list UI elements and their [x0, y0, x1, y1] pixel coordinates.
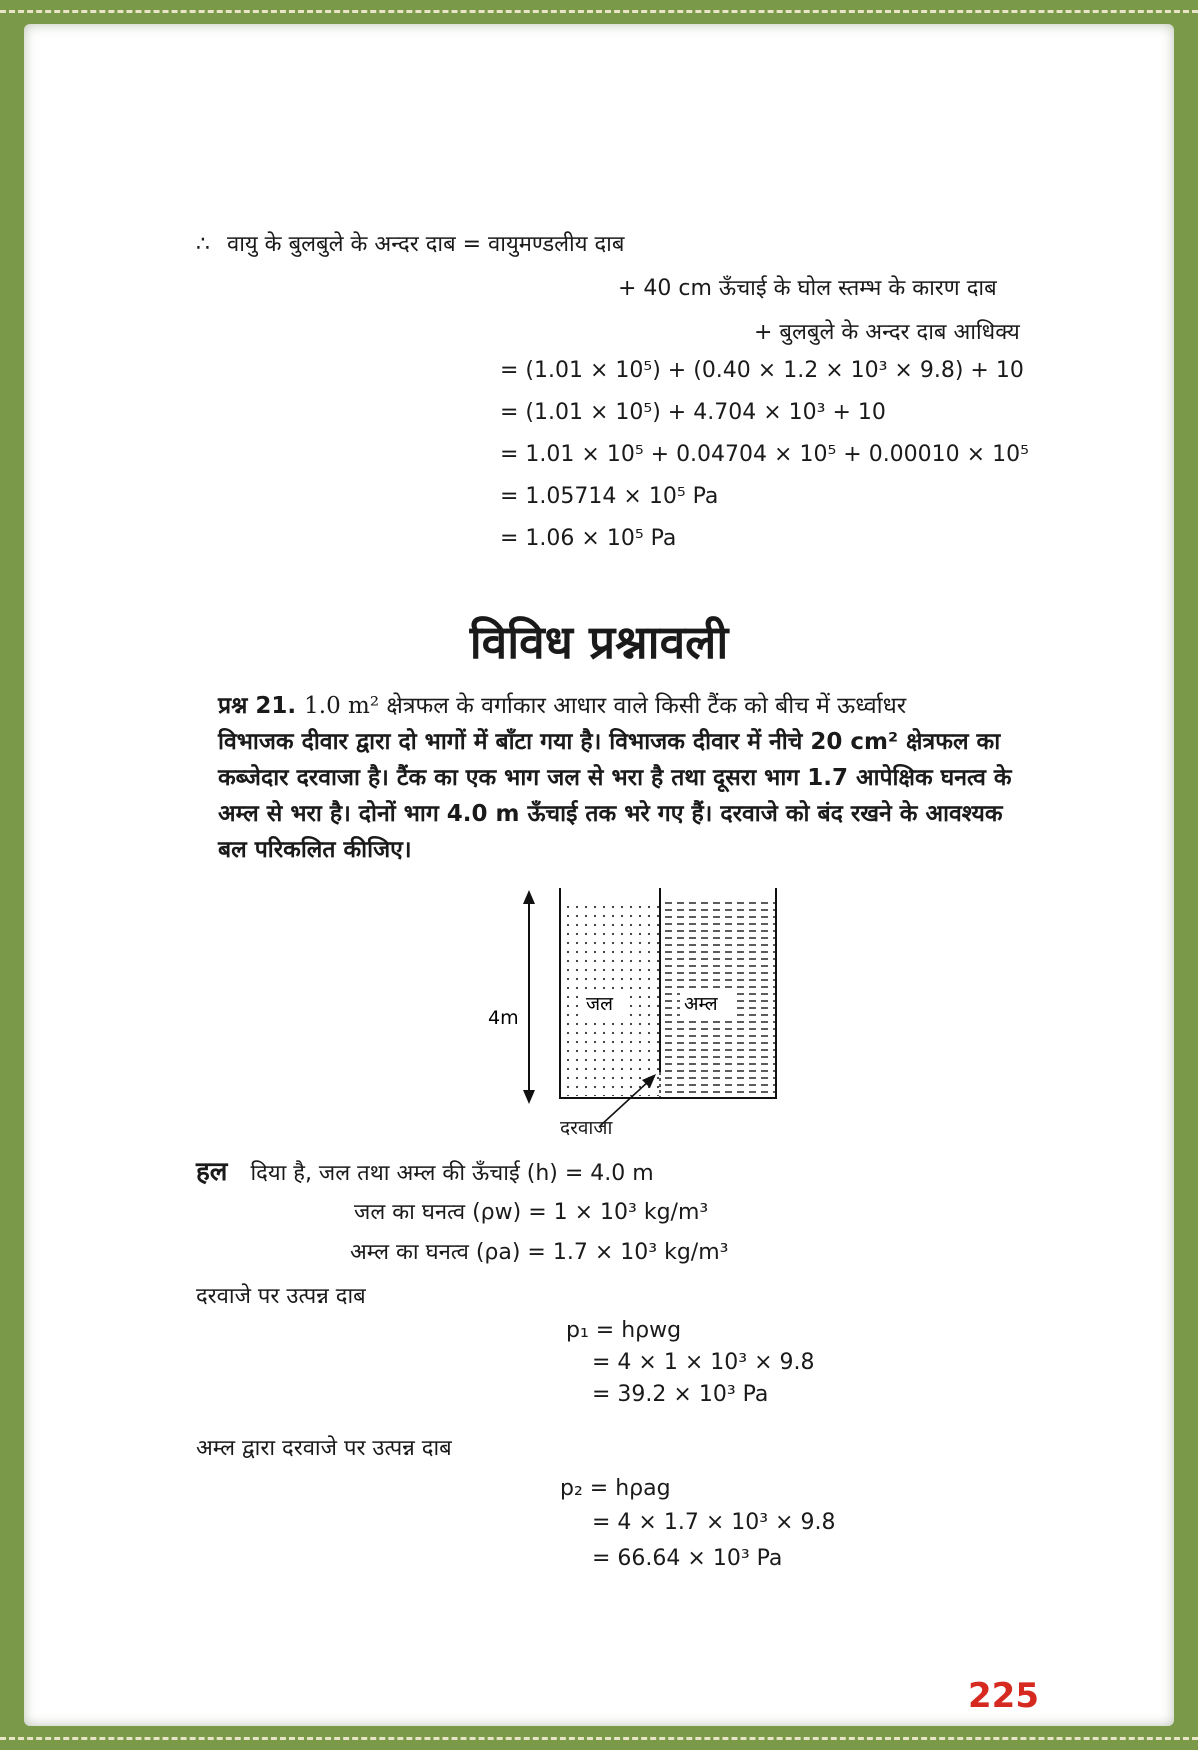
top-border: [0, 10, 1198, 13]
bottom-border: [0, 1737, 1198, 1740]
tank-figure: [484, 886, 814, 1126]
bubble-eq-4: = 1.05714 × 10⁵ Pa: [500, 484, 719, 509]
acid-pressure-heading: अम्ल द्वारा दरवाजे पर उत्पन्न दाब: [196, 1436, 452, 1461]
p1-substitution: = 4 × 1 × 10³ × 9.8: [592, 1350, 815, 1375]
question-label: प्रश्न 21.: [218, 693, 297, 719]
question-paragraph: [218, 688, 1070, 868]
bubble-pressure-statement: वायु के बुलबुले के अन्दर दाब = वायुमण्डलीय दाब: [227, 232, 625, 257]
door-label: दरवाजा: [560, 1117, 613, 1139]
solution-given-line: [196, 1152, 654, 1188]
bubble-term-2: + 40 cm ऊँचाई के घोल स्तम्भ के कारण दाब: [618, 276, 997, 301]
p2-formula: p₂ = hρag: [560, 1476, 671, 1501]
p2-substitution: = 4 × 1.7 × 10³ × 9.8: [592, 1510, 836, 1535]
therefore-symbol: ∴: [196, 232, 210, 257]
arrow-down-icon: [523, 1090, 535, 1104]
water-density: जल का घनत्व (ρw) = 1 × 10³ kg/m³: [354, 1200, 709, 1225]
question-line-2: विभाजक दीवार द्वारा दो भागों में बाँटा गया है। विभाजक दीवार में नीचे 20 cm² क्षेत्रफल का: [218, 729, 1001, 755]
question-line-4: अम्ल से भरा है। दोनों भाग 4.0 m ऊँचाई तक भरे गए हैं। दरवाजे को बंद रखने के आवश्यक: [218, 801, 1003, 827]
arrow-up-icon: [523, 890, 535, 904]
water-label: जल: [586, 993, 613, 1015]
question-line-1: 1.0 m² क्षेत्रफल के वर्गाकार आधार वाले किसी टैंक को बीच में ऊर्ध्वाधर: [304, 693, 907, 719]
page-number: 225: [968, 1676, 1039, 1716]
bubble-eq-3: = 1.01 × 10⁵ + 0.04704 × 10⁵ + 0.00010 × 10⁵: [500, 442, 1029, 467]
bubble-eq-5: = 1.06 × 10⁵ Pa: [500, 526, 677, 551]
solution-label: हल: [196, 1157, 228, 1187]
book-page: [24, 24, 1174, 1726]
given-statement: दिया है, जल तथा अम्ल की ऊँचाई (h) = 4.0 m: [250, 1161, 654, 1186]
p1-result: = 39.2 × 10³ Pa: [592, 1382, 769, 1407]
bubble-eq-2: = (1.01 × 10⁵) + 4.704 × 10³ + 10: [500, 400, 886, 425]
acid-density: अम्ल का घनत्व (ρa) = 1.7 × 10³ kg/m³: [350, 1240, 729, 1265]
question-line-3: कब्जेदार दरवाजा है। टैंक का एक भाग जल से भरा है तथा दूसरा भाग 1.7 आपेक्षिक घनत्व के: [218, 765, 1012, 791]
p1-formula: p₁ = hρwg: [566, 1318, 682, 1343]
bubble-term-3: + बुलबुले के अन्दर दाब आधिक्य: [754, 320, 1020, 345]
height-label: 4m: [488, 1007, 519, 1029]
therefore-line: [196, 228, 624, 258]
question-line-5: बल परिकलित कीजिए।: [218, 837, 412, 863]
section-heading: विविध प्रश्नावली: [469, 615, 729, 669]
bubble-eq-1: = (1.01 × 10⁵) + (0.40 × 1.2 × 10³ × 9.8) + 10: [500, 358, 1024, 383]
p2-result: = 66.64 × 10³ Pa: [592, 1546, 783, 1571]
door-pressure-heading: दरवाजे पर उत्पन्न दाब: [196, 1284, 366, 1309]
acid-label: अम्ल: [684, 993, 718, 1015]
